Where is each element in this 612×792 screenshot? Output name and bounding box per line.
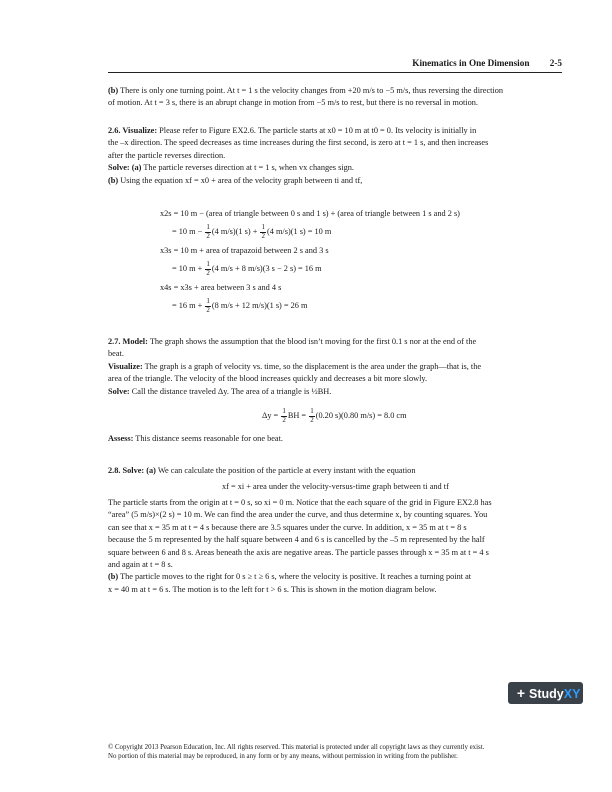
text-line: because the 5 m represented by the half square between 4 and 6 s is cancelled by the –5 m represented by the half [108,535,485,545]
visualize-label: Visualize: [108,361,143,371]
text-line: square between 6 and 8 s. Areas beneath the axis are negative areas. The particle passes through x = 35 m at t = 4 s [108,547,489,557]
text-line: This distance seems reasonable for one beat. [135,434,283,443]
plus-icon: + [516,685,526,701]
section-heading: 2.8. Solve: (a) [108,466,156,475]
problem-2-6 [108,125,562,187]
equation-x3s-value: = 10 m + $\frac{1}{2}$ (4 m/s + 8 m/s)(3 s − 2 s) = 16 m [172,260,322,277]
text-line: Using the equation xf = x0 + area of the velocity graph between ti and tf, [120,175,363,185]
header-page-number: 2-5 [549,58,562,68]
text-line: We can calculate the position of the particle at every instant with the equation [157,466,416,475]
section-heading: 2.6. Visualize: [108,126,158,135]
text-line: area of the triangle. The velocity of the blood increases quickly and decreases a bit more slowly. [108,374,428,384]
fraction-half: $\frac{1}{2}$ [206,223,210,240]
text-line: There is only one turning point. At t = 1 s the velocity changes from +20 m/s to −5 m/s, thus reversing the direction [120,86,504,95]
brand-name: Study [529,687,564,701]
part-label: (b) [108,175,119,185]
text-line: Call the distance traveled Δy. The area of a triangle is ½BH. [131,386,332,396]
equation-x2s: x2s = 10 m − (area of triangle between 0 s and 1 s) + (area of triangle between 1 s and 2 s) [160,209,460,218]
solve-label: Solve: (a) [108,163,142,173]
header-title: Kinematics in One Dimension [412,58,530,68]
solve-label: Solve: [108,386,130,396]
footer-line: © Copyright 2013 Pearson Education, Inc. All rights reserved. This material is protected under all copyright laws as they currently exist. [108,744,485,751]
text-line: The graph shows the assumption that the blood isn’t moving for the first 0.1 s nor at the end of the [149,337,477,346]
equation-x2s-value: = 10 m − $\frac{1}{2}$ (4 m/s)(1 s) + $\frac{1}{2}$ (4 m/s)(1 s) = 10 m [172,223,332,240]
equation-x4s-value: = 16 m + $\frac{1}{2}$ (8 m/s + 12 m/s)(1 s) = 26 m [172,297,308,314]
fraction-half: $\frac{1}{2}$ [310,407,314,424]
text-line: “area” (5 m/s)×(2 s) = 10 m. We can find the area under the curve, and thus determine x, by counting squares. You [108,510,488,520]
text-line: The graph is a graph of velocity vs. time, so the displacement is the area under the graph—that is, the [144,361,482,371]
text-line: of motion. At t = 3 s, there is an abrupt change in motion from −5 m/s to rest, but there is no reversal in motion. [108,98,478,108]
problem-2-8-body [108,497,562,596]
text-line: The particle reverses direction at t = 1 s, when vx changes sign. [143,163,355,173]
text-line: x = 40 m at t = 6 s. The motion is to the left for t > 6 s. This is shown in the motion diagram below. [108,584,437,594]
copyright-footer [108,743,562,761]
problem-2-5b [108,85,562,110]
section-heading: 2.7. Model: [108,337,148,346]
text-line: Please refer to Figure EX2.6. The particle starts at x0 = 10 m at t0 = 0. Its velocity is initially in [159,126,477,135]
fraction-half: $\frac{1}{2}$ [282,407,286,424]
equation-x4s: x4s = x3s + area between 3 s and 4 s [160,283,282,292]
problem-2-8 [108,465,562,477]
fraction-half: $\frac{1}{2}$ [206,260,210,277]
part-label: (b) [108,86,119,95]
fraction-half: $\frac{1}{2}$ [206,297,210,314]
problem-2-7 [108,336,562,398]
equation-displacement: Δy = $\frac{1}{2}$ BH = $\frac{1}{2}$ (0.20 s)(0.80 m/s) = 8.0 cm [262,407,407,424]
text-line: beat. [108,349,124,359]
fraction-half: $\frac{1}{2}$ [261,223,265,240]
assess-line [108,433,562,445]
text-line: the –x direction. The speed decreases as time increases during the first second, is zero at t = 1 s, and then increases [108,138,489,148]
text-line: The particle starts from the origin at t = 0 s, so xi = 0 m. Notice that the each square of the grid in Figure EX2.8 has [108,498,492,507]
part-label: (b) [108,572,119,582]
footer-line: No portion of this material may be reproduced, in any form or by any means, without permission in writing from the publisher. [108,753,458,761]
studyxy-logo [508,682,583,704]
text-line: after the particle reverses direction. [108,150,226,160]
brand-name-accent: XY [563,687,581,701]
text-line: The particle moves to the right for 0 s ≥ t ≥ 6 s, where the velocity is positive. It reaches a turning point at [120,572,472,582]
text-line: can see that x = 35 m at t = 4 s because there are 3.5 squares under the curve. In addition, x = 35 m at t = 8 s [108,522,467,532]
assess-label: Assess: [108,434,134,443]
equation-position: xf = xi + area under the velocity-versus-time graph between ti and tf [222,482,449,491]
text-line: and again at t = 8 s. [108,559,173,569]
equation-x3s: x3s = 10 m + area of trapazoid between 2 s and 3 s [160,246,329,255]
running-header [108,58,562,73]
